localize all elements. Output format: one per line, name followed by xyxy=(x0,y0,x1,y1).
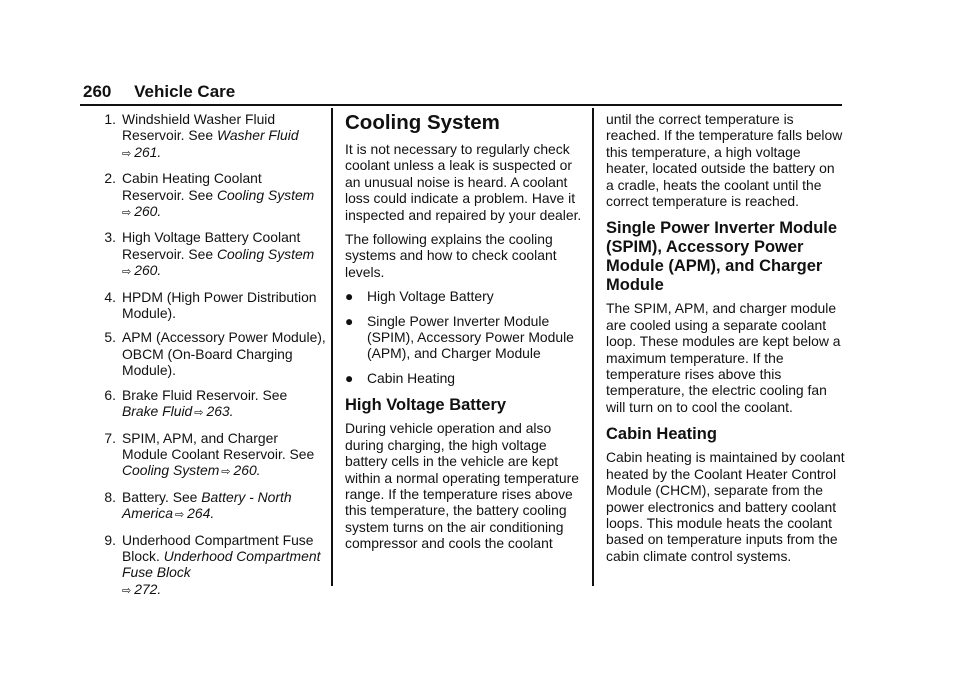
legend-desc: Cabin Heating Coolant Reservoir. See xyxy=(122,170,262,203)
modules-column xyxy=(606,111,846,572)
page-header xyxy=(83,82,235,102)
legend-column xyxy=(82,111,327,607)
bullet-list xyxy=(345,288,585,386)
legend-number: 4. xyxy=(104,288,116,305)
page-ref-arrow-icon: ⇨ xyxy=(194,407,204,420)
bullet-icon: ● xyxy=(345,369,354,386)
header-rule xyxy=(80,104,842,106)
paragraph: During vehicle operation and also during charging, the high voltage battery cells in the vehicle are kept within a normal operating temperature range. If the temperature rises above this temperature, the battery cooling system turns on the air conditioning compressor and cools the coolant xyxy=(345,420,579,552)
legend-number: 7. xyxy=(104,429,116,446)
legend-item xyxy=(82,329,327,378)
paragraph: until the correct temperature is reached. If the temperature falls below this temperature, a high voltage heater, located outside the battery on a cradle, heats the coolant until the correct temperature is reached. xyxy=(606,111,843,210)
page-ref-arrow-icon: ⇨ xyxy=(122,266,132,279)
page-ref-link[interactable]: 260. xyxy=(233,462,261,479)
legend-number: 6. xyxy=(104,386,116,403)
cross-ref-link[interactable]: Cooling System xyxy=(216,186,315,203)
cross-ref-link[interactable]: Brake Fluid xyxy=(122,403,193,420)
paragraph: Cabin heating is maintained by coolant heated by the Coolant Heater Control Module (CHCM), separate from the power electronics and battery coolant loops. This module heats the coolant based on temperature inputs from the cabin climate control systems. xyxy=(606,449,845,564)
page-ref-link[interactable]: 264. xyxy=(187,505,215,522)
page-ref-arrow-icon: ⇨ xyxy=(122,147,132,160)
legend-item xyxy=(82,430,327,481)
column-divider xyxy=(592,108,594,586)
page-ref-arrow-icon: ⇨ xyxy=(221,466,231,479)
page-ref-link[interactable]: 261. xyxy=(134,143,162,160)
page-number: 260 xyxy=(83,82,112,101)
legend-item xyxy=(82,170,327,221)
list-item xyxy=(345,288,585,304)
legend-item xyxy=(82,229,327,280)
page-ref-link[interactable]: 272. xyxy=(134,580,162,597)
legend-desc: Battery. See xyxy=(122,488,202,505)
cooling-column xyxy=(345,111,585,560)
section-heading: Cooling System xyxy=(345,111,500,134)
legend-number: 9. xyxy=(104,531,116,548)
list-item xyxy=(345,370,585,386)
paragraph: It is not necessary to regularly check coolant unless a leak is suspected or an unusual noise is heard. A coolant loss could indicate a problem. Have it inspected and repaired by your dealer. xyxy=(345,141,582,223)
legend-desc: Brake Fluid Reservoir. See xyxy=(122,386,288,403)
legend-text xyxy=(122,489,327,524)
legend-text xyxy=(122,111,327,162)
page-ref-link[interactable]: 260. xyxy=(134,262,162,279)
cross-ref-link[interactable]: Underhood Compartment Fuse Block xyxy=(122,547,321,581)
legend-item xyxy=(82,489,327,524)
bullet-icon: ● xyxy=(345,288,354,305)
bullet-text: High Voltage Battery xyxy=(367,288,494,305)
page-ref-link[interactable]: 263. xyxy=(206,403,234,420)
cross-ref-link[interactable]: Cooling System xyxy=(216,245,315,262)
legend-item xyxy=(82,289,327,322)
legend-text xyxy=(122,387,327,422)
cross-ref-link[interactable]: Battery - North America xyxy=(122,488,292,522)
legend-list xyxy=(82,111,327,599)
legend-desc: High Voltage Battery Coolant Reservoir. See xyxy=(122,229,301,262)
cross-ref-link[interactable]: Washer Fluid xyxy=(216,127,299,144)
legend-text xyxy=(122,170,327,221)
legend-desc: Underhood Compartment Fuse Block. xyxy=(122,531,314,564)
subsection-heading: High Voltage Battery xyxy=(345,396,507,415)
bullet-text: Single Power Inverter Module (SPIM), Accessory Power Module (APM), and Charger Module xyxy=(367,312,574,362)
bullet-text: Cabin Heating xyxy=(367,369,456,386)
legend-item xyxy=(82,111,327,162)
page-ref-arrow-icon: ⇨ xyxy=(174,509,185,522)
legend-text xyxy=(122,430,327,481)
legend-number: 5. xyxy=(104,329,116,346)
cross-ref-link[interactable]: Cooling System xyxy=(122,462,220,479)
page-ref-link[interactable]: 260. xyxy=(134,203,162,220)
legend-text xyxy=(122,532,327,600)
subsection-heading: Cabin Heating xyxy=(606,425,717,444)
legend-text xyxy=(122,229,327,280)
legend-desc: Windshield Washer Fluid Reservoir. See xyxy=(122,111,276,144)
section-title: Vehicle Care xyxy=(134,82,236,101)
legend-number: 8. xyxy=(104,488,116,505)
legend-desc: HPDM (High Power Distribution Module). xyxy=(122,288,317,322)
page-ref-arrow-icon: ⇨ xyxy=(122,584,132,597)
legend-desc: APM (Accessory Power Module), OBCM (On-Board Charging Module). xyxy=(122,329,326,379)
page-ref-arrow-icon: ⇨ xyxy=(122,207,132,220)
paragraph: The SPIM, APM, and charger module are cooled using a separate coolant loop. These modules are kept below a maximum temperature. If the temperature rises above this temperature, the electric cooling fan will turn on to cool the coolant. xyxy=(606,300,841,415)
legend-item xyxy=(82,387,327,422)
legend-item xyxy=(82,532,327,600)
legend-number: 2. xyxy=(104,170,116,187)
column-divider xyxy=(331,108,333,586)
paragraph: The following explains the cooling systems and how to check coolant levels. xyxy=(345,231,557,280)
legend-desc: SPIM, APM, and Charger Module Coolant Reservoir. See xyxy=(122,429,315,462)
subsection-heading: Single Power Inverter Module (SPIM), Accessory Power Module (APM), and Charger Module xyxy=(606,219,838,295)
bullet-icon: ● xyxy=(345,312,354,329)
list-item xyxy=(345,313,585,362)
legend-number: 1. xyxy=(104,111,116,127)
legend-number: 3. xyxy=(104,229,116,246)
